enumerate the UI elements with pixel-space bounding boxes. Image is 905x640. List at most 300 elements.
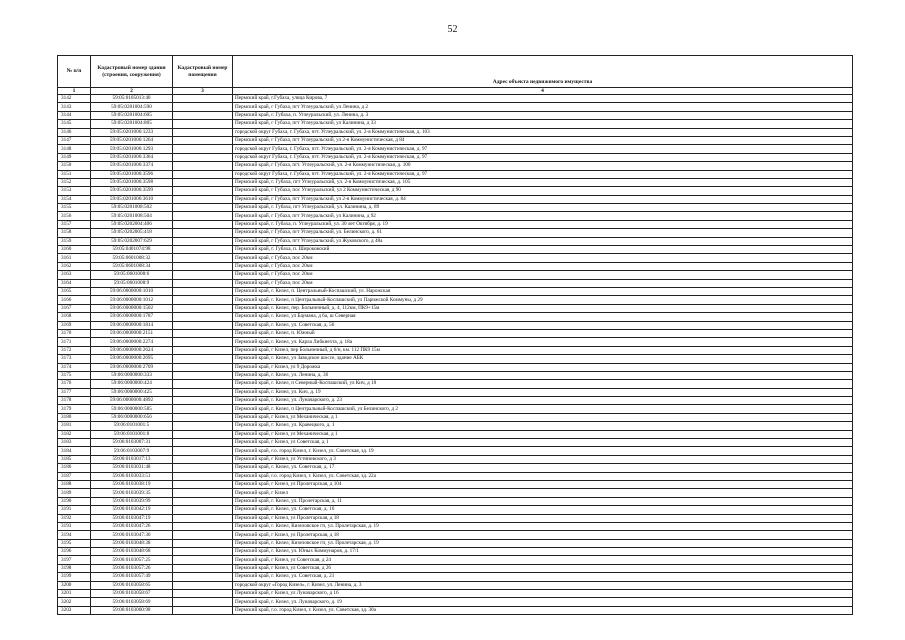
cadastral-building-number: 59:06:0000000:2709 xyxy=(91,363,173,371)
property-address: Пермский край, г. Кизел, ул. Кравецкого, д. 1 xyxy=(233,422,853,430)
cadastral-building-number: 59:06:0103007:9 xyxy=(91,447,173,455)
table-row xyxy=(58,539,853,547)
cadastral-building-number: 59:05:0201006:1293 xyxy=(91,145,173,153)
cadastral-building-number: 59:06:0103017:13 xyxy=(91,455,173,463)
cadastral-building-number: 59:06:0000000:1010 xyxy=(91,287,173,295)
table-row xyxy=(58,136,853,144)
page-number: 52 xyxy=(447,24,458,35)
cadastral-room-number xyxy=(173,313,233,321)
property-address: городской округ Губаха, г. Губаха, пгт. Углеуральский, ул. 2-я Коммунистическая, д. 97 xyxy=(233,153,853,161)
table-row xyxy=(58,338,853,346)
property-address: Пермский край, г Кизел, ул Устиновского, д 3 xyxy=(233,455,853,463)
table-row xyxy=(58,111,853,119)
cadastral-building-number: 59:06:0103039:99 xyxy=(91,497,173,505)
row-number: 3192 xyxy=(58,514,91,522)
property-address: городской округ Губаха, г. Губаха, пгт. Углеуральский, ул. 2-я Коммунистическая, д. 103 xyxy=(233,128,853,136)
cadastral-building-number: 59:05:0601008:6 xyxy=(91,271,173,279)
property-address: Пермский край, г. Кизел, ул Заводское шоссе, здание АБК xyxy=(233,355,853,363)
cadastral-room-number xyxy=(173,573,233,581)
row-number: 3161 xyxy=(58,254,91,262)
property-address: Пермский край, г Губаха, пгт Углеуральский, ул Калинина, д 92 xyxy=(233,212,853,220)
property-address: Пермский край, г. Кизел, ул. Луначарского, д. 23 xyxy=(233,397,853,405)
cadastral-room-number xyxy=(173,581,233,589)
property-address: Пермский край, г. Губаха, п. Широковский xyxy=(233,246,853,254)
cadastral-building-number: 59:06:0103047:30 xyxy=(91,531,173,539)
row-number: 3176 xyxy=(58,380,91,388)
row-number: 3146 xyxy=(58,128,91,136)
row-number: 3156 xyxy=(58,212,91,220)
table-row xyxy=(58,120,853,128)
property-address: Пермский край, г.о. город Кизел, г. Кизел, ул. Советская, зд. 30а xyxy=(233,606,853,614)
cadastral-room-number xyxy=(173,506,233,514)
cadastral-room-number xyxy=(173,279,233,287)
cadastral-building-number: 59:05:0601008:32 xyxy=(91,254,173,262)
row-number: 3191 xyxy=(58,506,91,514)
cadastral-building-number: 59:06:0000000:4892 xyxy=(91,397,173,405)
property-address: Пермский край, г Кизел, ул Механическая, д 1 xyxy=(233,413,853,421)
cadastral-room-number xyxy=(173,153,233,161)
cadastral-room-number xyxy=(173,103,233,111)
row-number: 3157 xyxy=(58,220,91,228)
cadastral-building-number: 59:05:0201006:3596 xyxy=(91,170,173,178)
cadastral-room-number xyxy=(173,204,233,212)
table-row xyxy=(58,397,853,405)
property-address: Пермский край, г Кизел, ул Луначарского, д 16 xyxy=(233,590,853,598)
table-row xyxy=(58,590,853,598)
table-row xyxy=(58,363,853,371)
row-number: 3203 xyxy=(58,606,91,614)
property-address: Пермский край, г Губаха, пгт Углеуральский, ул 2-я Коммунистическая, д. 84 xyxy=(233,195,853,203)
cadastral-room-number xyxy=(173,304,233,312)
cadastral-room-number xyxy=(173,237,233,245)
table-row xyxy=(58,254,853,262)
cadastral-room-number xyxy=(173,220,233,228)
property-address: городской округ Губаха, г. Губаха, пгт. Углеуральский, ул. 2-я Коммунистическая, д. 97 xyxy=(233,145,853,153)
cadastral-building-number: 59:05:0201006:3599 xyxy=(91,187,173,195)
property-table-container xyxy=(57,55,852,615)
property-address: Пермский край, г. Кизел, ул Бауманa, д 6а, ш Северная xyxy=(233,313,853,321)
cadastral-building-number: 59:06:0103048:38 xyxy=(91,539,173,547)
cadastral-building-number: 59:06:0000000:2624 xyxy=(91,346,173,354)
cadastral-room-number xyxy=(173,522,233,530)
table-row xyxy=(58,480,853,488)
table-row xyxy=(58,447,853,455)
row-number: 3171 xyxy=(58,338,91,346)
row-number: 3162 xyxy=(58,262,91,270)
row-number: 3149 xyxy=(58,153,91,161)
cadastral-building-number: 59:06:0000000:2151 xyxy=(91,329,173,337)
row-number: 3159 xyxy=(58,237,91,245)
table-row xyxy=(58,581,853,589)
cadastral-room-number xyxy=(173,162,233,170)
row-number: 3170 xyxy=(58,329,91,337)
table-row xyxy=(58,162,853,170)
property-address: Пермский край, г Губаха, пгт Углеуральский, ул. Белинского, д. 61 xyxy=(233,229,853,237)
row-number: 3158 xyxy=(58,229,91,237)
row-number: 3185 xyxy=(58,455,91,463)
cadastral-building-number: 59:05:0201004:805 xyxy=(91,120,173,128)
cadastral-room-number xyxy=(173,422,233,430)
property-address: Пермский край, г Губаха, пгт. Углеуральский, ул. 2-я Коммунистическая, д. 100 xyxy=(233,162,853,170)
cadastral-room-number xyxy=(173,380,233,388)
cadastral-room-number xyxy=(173,472,233,480)
table-row xyxy=(58,237,853,245)
cadastral-room-number xyxy=(173,254,233,262)
cadastral-building-number: 59:06:0000000:2695 xyxy=(91,355,173,363)
column-number-row xyxy=(58,88,853,95)
table-row xyxy=(58,464,853,472)
row-number: 3168 xyxy=(58,313,91,321)
row-number: 3173 xyxy=(58,355,91,363)
property-address: Пермский край, г Губаха, пгт Углеуральский, ул Калинина, д 33 xyxy=(233,120,853,128)
header-cadastral-room: Кадастровый номер помещения xyxy=(173,56,233,88)
cadastral-room-number xyxy=(173,480,233,488)
row-number: 3163 xyxy=(58,271,91,279)
cadastral-building-number: 59:05:0105013:40 xyxy=(91,95,173,103)
row-number: 3150 xyxy=(58,162,91,170)
row-number: 3189 xyxy=(58,489,91,497)
table-row xyxy=(58,430,853,438)
cadastral-building-number: 59:05:0201006:3610 xyxy=(91,195,173,203)
property-address: Пермский край, г Губаха, пос Углеуральский, ул 2 Коммунистическая, д 90 xyxy=(233,187,853,195)
cadastral-room-number xyxy=(173,556,233,564)
row-number: 3187 xyxy=(58,472,91,480)
property-address: Пермский край, г. Кизел, ул. Карла Либкнехта, д. 18а xyxy=(233,338,853,346)
cadastral-room-number xyxy=(173,430,233,438)
property-address: Пермский край, г Кизел xyxy=(233,489,853,497)
row-number: 3196 xyxy=(58,548,91,556)
property-address: Пермский край, г. Кизел, ул. Юных Коммунаров, д. 17/1 xyxy=(233,548,853,556)
cadastral-building-number: 59:06:0000000:1502 xyxy=(91,304,173,312)
cadastral-room-number xyxy=(173,447,233,455)
property-address: Пермский край, г. Кизел, п Северный-Коспашский, ул Кич, д 18 xyxy=(233,380,853,388)
cadastral-room-number xyxy=(173,246,233,254)
table-row xyxy=(58,170,853,178)
property-address: Пермский край, г. Кизел, п Центральный-Коспашский, ул Парижской Коммуны, д 29 xyxy=(233,296,853,304)
table-row xyxy=(58,279,853,287)
table-row xyxy=(58,346,853,354)
table-row xyxy=(58,606,853,614)
table-row xyxy=(58,564,853,572)
cadastral-room-number xyxy=(173,531,233,539)
cadastral-room-number xyxy=(173,111,233,119)
table-row xyxy=(58,405,853,413)
cadastral-building-number: 59:05:0201004:590 xyxy=(91,103,173,111)
row-number: 3164 xyxy=(58,279,91,287)
table-row xyxy=(58,287,853,295)
cadastral-building-number: 59:06:0103047:26 xyxy=(91,522,173,530)
row-number: 3147 xyxy=(58,136,91,144)
header-cadastral-building: Кадастровый номер здания (строения, сооружения) xyxy=(91,56,173,88)
cadastral-building-number: 59:06:0000000:1814 xyxy=(91,321,173,329)
table-row xyxy=(58,371,853,379)
table-row xyxy=(58,548,853,556)
property-address: Пермский край, г. Губаха, п. Углеуральский, ул. 30 лет Октября, д. 19 xyxy=(233,220,853,228)
cadastral-building-number: 59:05:0202004:406 xyxy=(91,220,173,228)
cadastral-building-number: 59:05:0401074:98 xyxy=(91,246,173,254)
property-address: Пермский край, г. Кизел, ул. Советская, д. 21 xyxy=(233,573,853,581)
table-row xyxy=(58,246,853,254)
property-address: Пермский край, г. Губаха, п. Углеуральский, ул. Ленина, д. 3 xyxy=(233,111,853,119)
table-body xyxy=(58,95,853,615)
property-address: Пермский край, г. Кизел, ул. Луначарского, д. 19 xyxy=(233,598,853,606)
property-address: Пермский край, г. Кизел, п. Южный xyxy=(233,329,853,337)
cadastral-room-number xyxy=(173,514,233,522)
cadastral-building-number: 59:06:0000000:425 xyxy=(91,388,173,396)
row-number: 3184 xyxy=(58,447,91,455)
table-row xyxy=(58,95,853,103)
property-address: городской округ Губаха, г. Губаха, пгт. Углеуральский, ул. 2-я Коммунистическая, д. 97 xyxy=(233,170,853,178)
row-number: 3186 xyxy=(58,464,91,472)
property-address: Пермский край, г Кизел, ул Советская, д 26 xyxy=(233,564,853,572)
cadastral-room-number xyxy=(173,195,233,203)
property-address: Пермский край, г Кизел, ул Пролетарская, д 18 xyxy=(233,531,853,539)
property-address: Пермский край, г. Кизел, пер. Больничный, д. 4, 112км, ПК9+15м xyxy=(233,304,853,312)
cadastral-room-number xyxy=(173,355,233,363)
cadastral-room-number xyxy=(173,564,233,572)
row-number: 3142 xyxy=(58,95,91,103)
cadastral-building-number: 59:06:0101001:8 xyxy=(91,430,173,438)
cadastral-room-number xyxy=(173,388,233,396)
cadastral-building-number: 59:05:0201006:3364 xyxy=(91,153,173,161)
row-number: 3198 xyxy=(58,564,91,572)
property-address: Пермский край, г Губаха, пгт Углеуральский, ул Ленина, д 2 xyxy=(233,103,853,111)
row-number: 3193 xyxy=(58,522,91,530)
cadastral-room-number xyxy=(173,413,233,421)
cadastral-room-number xyxy=(173,455,233,463)
property-address: Пермский край, г Кизел, ул 9 Дорожка xyxy=(233,363,853,371)
cadastral-room-number xyxy=(173,497,233,505)
cadastral-room-number xyxy=(173,439,233,447)
table-row xyxy=(58,556,853,564)
row-number: 3144 xyxy=(58,111,91,119)
property-address: Пермский край, г. Кизел, Кизеловское гп, ул. Пролетарская, д. 19 xyxy=(233,539,853,547)
table-row xyxy=(58,153,853,161)
cadastral-building-number: 59:06:0103038:19 xyxy=(91,480,173,488)
column-number: 3 xyxy=(173,88,233,95)
cadastral-room-number xyxy=(173,405,233,413)
cadastral-building-number: 59:06:0103039:35 xyxy=(91,489,173,497)
row-number: 3143 xyxy=(58,103,91,111)
cadastral-building-number: 59:05:0201004:605 xyxy=(91,111,173,119)
row-number: 3167 xyxy=(58,304,91,312)
row-number: 3148 xyxy=(58,145,91,153)
table-row xyxy=(58,313,853,321)
cadastral-building-number: 59:06:0103048:68 xyxy=(91,548,173,556)
cadastral-building-number: 59:05:0601008:9 xyxy=(91,279,173,287)
cadastral-room-number xyxy=(173,296,233,304)
cadastral-room-number xyxy=(173,363,233,371)
row-number: 3165 xyxy=(58,287,91,295)
cadastral-room-number xyxy=(173,120,233,128)
column-number: 1 xyxy=(58,88,91,95)
row-number: 3154 xyxy=(58,195,91,203)
cadastral-room-number xyxy=(173,178,233,186)
property-address: Пермский край, г Губаха, пос 20км xyxy=(233,254,853,262)
column-number: 2 xyxy=(91,88,173,95)
property-table xyxy=(57,55,853,615)
table-row xyxy=(58,271,853,279)
row-number: 3175 xyxy=(58,371,91,379)
property-address: Пермский край, г Кизел, ул Советская, д 24 xyxy=(233,556,853,564)
row-number: 3182 xyxy=(58,430,91,438)
cadastral-building-number: 59:06:0000000:424 xyxy=(91,380,173,388)
property-address: Пермский край, г. Кизел, ул. Ленина, д. 36 xyxy=(233,371,853,379)
property-address: Пермский край, г Кизел, пер Больничный, д 6/н, км. 112 ПК9 15м xyxy=(233,346,853,354)
property-address: Пермский край, г Кизел, ул Пролетарская, д 104 xyxy=(233,480,853,488)
cadastral-room-number xyxy=(173,346,233,354)
property-address: Пермский край, г. Кизел, Кизеловское гп, ул. Пролетарская, д. 19 xyxy=(233,522,853,530)
cadastral-building-number: 59:06:0103033:51 xyxy=(91,472,173,480)
property-address: Пермский край, г. Губаха, пгт Углеуральский, ул. Калинина, д. 89 xyxy=(233,204,853,212)
table-row xyxy=(58,388,853,396)
table-row xyxy=(58,489,853,497)
table-row xyxy=(58,497,853,505)
cadastral-building-number: 59:06:0000000:656 xyxy=(91,413,173,421)
cadastral-building-number: 59:06:0103047:19 xyxy=(91,514,173,522)
row-number: 3188 xyxy=(58,480,91,488)
property-address: Пермский край, г.о. город Кизел, г. Кизел, ул. Советская, зд. 19 xyxy=(233,447,853,455)
table-row xyxy=(58,472,853,480)
cadastral-room-number xyxy=(173,539,233,547)
cadastral-building-number: 59:05:0201008:502 xyxy=(91,204,173,212)
cadastral-building-number: 59:06:0000000:1012 xyxy=(91,296,173,304)
row-number: 3190 xyxy=(58,497,91,505)
cadastral-building-number: 59:06:0103058:67 xyxy=(91,590,173,598)
row-number: 3202 xyxy=(58,598,91,606)
header-address: Адрес объекта недвижимого имущества xyxy=(233,56,853,88)
property-address: Пермский край, г. Кизел, п Центральный-Коспашский, ул Белинского, д 2 xyxy=(233,405,853,413)
table-row xyxy=(58,413,853,421)
row-number: 3194 xyxy=(58,531,91,539)
cadastral-room-number xyxy=(173,590,233,598)
table-row xyxy=(58,262,853,270)
cadastral-room-number xyxy=(173,229,233,237)
property-address: Пермский край, г. Кизел, ул. Пролетарская, д. 11 xyxy=(233,497,853,505)
row-number: 3183 xyxy=(58,439,91,447)
cadastral-building-number: 59:05:0201006:3374 xyxy=(91,162,173,170)
row-number: 3152 xyxy=(58,178,91,186)
cadastral-room-number xyxy=(173,329,233,337)
cadastral-building-number: 59:05:0202005:418 xyxy=(91,229,173,237)
cadastral-building-number: 59:06:0101001:5 xyxy=(91,422,173,430)
table-row xyxy=(58,531,853,539)
cadastral-building-number: 59:06:0103007:31 xyxy=(91,439,173,447)
table-row xyxy=(58,103,853,111)
property-address: Пермский край, г. Губаха, пгт Углеуральский, ул. 2-я Коммунистическая, д. 105 xyxy=(233,178,853,186)
row-number: 3181 xyxy=(58,422,91,430)
cadastral-room-number xyxy=(173,606,233,614)
property-address: Пермский край, г Губаха, пос 20км xyxy=(233,262,853,270)
row-number: 3169 xyxy=(58,321,91,329)
cadastral-building-number: 59:06:0103060:98 xyxy=(91,606,173,614)
cadastral-room-number xyxy=(173,371,233,379)
table-row xyxy=(58,514,853,522)
table-row xyxy=(58,187,853,195)
cadastral-building-number: 59:06:0103031:48 xyxy=(91,464,173,472)
property-address: Пермский край, г Губаха, пос 20км xyxy=(233,271,853,279)
cadastral-building-number: 59:06:0000000:333 xyxy=(91,371,173,379)
cadastral-room-number xyxy=(173,95,233,103)
cadastral-room-number xyxy=(173,136,233,144)
property-address: Пермский край, г. Кизел, ул. Кич, д. 19 xyxy=(233,388,853,396)
row-number: 3177 xyxy=(58,388,91,396)
cadastral-building-number: 59:05:0201006:1233 xyxy=(91,128,173,136)
table-row xyxy=(58,329,853,337)
table-row xyxy=(58,212,853,220)
cadastral-building-number: 59:06:0103057:25 xyxy=(91,556,173,564)
table-row xyxy=(58,439,853,447)
cadastral-building-number: 59:06:0000000:2274 xyxy=(91,338,173,346)
cadastral-room-number xyxy=(173,598,233,606)
cadastral-room-number xyxy=(173,464,233,472)
property-address: Пермский край, г. Кизел, ул. Советская, д. 56 xyxy=(233,321,853,329)
cadastral-room-number xyxy=(173,170,233,178)
row-number: 3179 xyxy=(58,405,91,413)
property-address: Пермский край, г Губаха, пгт Углеуральский, ул Жуковского, д 48а xyxy=(233,237,853,245)
property-address: Пермский край, г.о. город Кизел, г. Кизел, ул. Советская, зд. 22а xyxy=(233,472,853,480)
table-row xyxy=(58,195,853,203)
property-address: Пермский край, г. Кизел, ул. Советская, д. 16 xyxy=(233,506,853,514)
cadastral-room-number xyxy=(173,321,233,329)
row-number: 3201 xyxy=(58,590,91,598)
table-row xyxy=(58,422,853,430)
cadastral-building-number: 59:05:0202007:629 xyxy=(91,237,173,245)
table-row xyxy=(58,380,853,388)
property-address: Пермский край, г Кизел, ул Пролетарская, д 18 xyxy=(233,514,853,522)
table-row xyxy=(58,355,853,363)
table-header-row xyxy=(58,56,853,88)
row-number: 3166 xyxy=(58,296,91,304)
column-number: 4 xyxy=(233,88,853,95)
table-row xyxy=(58,304,853,312)
cadastral-building-number: 59:06:0103058:65 xyxy=(91,581,173,589)
cadastral-room-number xyxy=(173,145,233,153)
property-address: Пермский край, г Губаха, пос 20км xyxy=(233,279,853,287)
table-row xyxy=(58,128,853,136)
table-row xyxy=(58,229,853,237)
table-row xyxy=(58,178,853,186)
cadastral-building-number: 59:06:0000000:585 xyxy=(91,405,173,413)
cadastral-building-number: 59:05:0201008:504 xyxy=(91,212,173,220)
row-number: 3145 xyxy=(58,120,91,128)
table-row xyxy=(58,522,853,530)
row-number: 3199 xyxy=(58,573,91,581)
cadastral-room-number xyxy=(173,262,233,270)
table-row xyxy=(58,455,853,463)
row-number: 3151 xyxy=(58,170,91,178)
table-row xyxy=(58,220,853,228)
header-num: № п/п xyxy=(58,56,91,88)
table-row xyxy=(58,296,853,304)
cadastral-building-number: 59:06:0000000:1787 xyxy=(91,313,173,321)
cadastral-room-number xyxy=(173,271,233,279)
property-address: Пермский край, г. Кизел, п. Центральный-Коспашский, ул. Нарожская xyxy=(233,287,853,295)
row-number: 3153 xyxy=(58,187,91,195)
property-address: Пермский край, г Кизел, ул Механическая, д 1 xyxy=(233,430,853,438)
property-address: Пермский край, г Губаха, пгт Углеуральский, ул 2-я Коммунистическая, д 84 xyxy=(233,136,853,144)
property-address: Пермский край, г.Губаха, улица Кирова, 7 xyxy=(233,95,853,103)
cadastral-building-number: 59:06:0103042:19 xyxy=(91,506,173,514)
row-number: 3172 xyxy=(58,346,91,354)
table-row xyxy=(58,321,853,329)
row-number: 3197 xyxy=(58,556,91,564)
cadastral-room-number xyxy=(173,212,233,220)
cadastral-room-number xyxy=(173,338,233,346)
cadastral-building-number: 59:06:0103057:49 xyxy=(91,573,173,581)
cadastral-building-number: 59:05:0601008:34 xyxy=(91,262,173,270)
cadastral-room-number xyxy=(173,548,233,556)
